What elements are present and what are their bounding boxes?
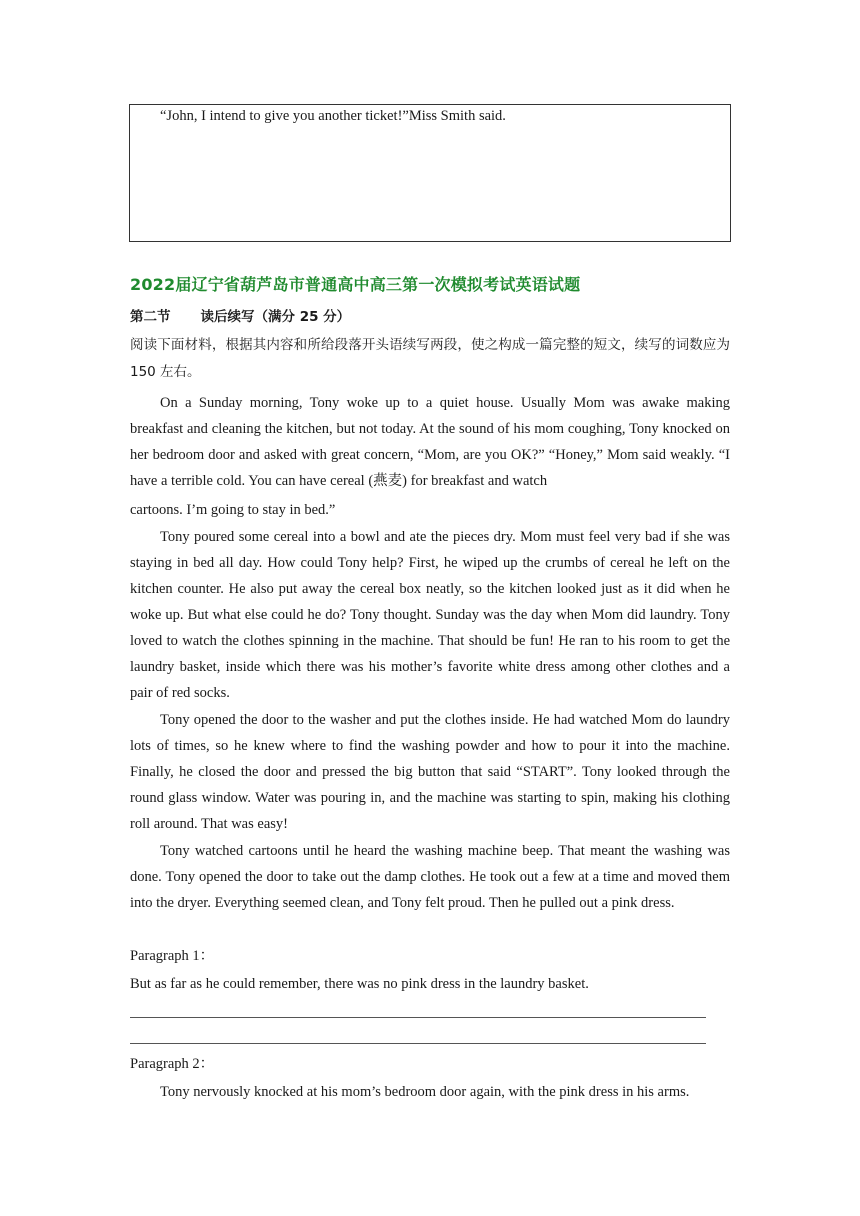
previous-answer-line: “John, I intend to give you another ticket!”Miss Smith said. xyxy=(160,108,506,124)
paragraph-2-label: Paragraph 2： xyxy=(130,1056,215,1072)
section-name: 读后续写（满分 25 分） xyxy=(200,309,351,325)
paragraph-1-opening: But as far as he could remember, there was no pink dress in the laundry basket. xyxy=(130,976,589,992)
passage-paragraph-2: Tony poured some cereal into a bowl and ate the pieces dry. Mom must feel very bad if she was staying in bed all day. How could Tony help? First, he wiped up the crumbs of cereal he left on the kitchen counter. He also put away the cereal box neatly, so the kitchen looked just as it did when he woke up. But what else could he do? Tony thought. Sunday was the day when Mom did laundry. Tony loved to watch the clothes spinning in the machine. That should be fun! He ran to his room to get the laundry basket, inside which there was his mother’s favorite white dress among other clothes and a pair of red socks. xyxy=(130,529,730,701)
passage-paragraph-4: Tony watched cartoons until he heard the washing machine beep. That meant the washing was done. Tony opened the door to take out the damp clothes. He took out a few at a time and moved them into the dryer. Everything seemed clean, and Tony felt proud. Then he pulled out a pink dress. xyxy=(130,843,730,911)
answer-line xyxy=(130,1017,706,1018)
paragraph-2-opening: Tony nervously knocked at his mom’s bedroom door again, with the pink dress in his arms. xyxy=(160,1084,690,1100)
previous-answer-box xyxy=(129,104,731,242)
section-number: 第二节 xyxy=(130,309,171,325)
section-heading xyxy=(130,305,350,325)
instructions: 阅读下面材料，根据其内容和所给段落开头语续写两段，使之构成一篇完整的短文，续写的词数应为 150 左右。 xyxy=(130,337,730,380)
passage-paragraph-3: Tony opened the door to the washer and put the clothes inside. He had watched Mom do laundry lots of times, so he knew where to find the washing powder and how to pour it into the machine. Finally, he closed the door and pressed the big button that said “START”. Tony looked through the round glass window. Water was pouring in, and the machine was starting to spin, making his clothing roll around. That was easy! xyxy=(130,712,730,832)
answer-line xyxy=(130,1043,706,1044)
passage-paragraph-1-tail: cartoons. I’m going to stay in bed.” xyxy=(130,502,336,518)
paragraph-1-label: Paragraph 1： xyxy=(130,948,215,964)
passage-paragraph-1: On a Sunday morning, Tony woke up to a quiet house. Usually Mom was awake making breakfast and cleaning the kitchen, but not today. At the sound of his mom coughing, Tony knocked on her bedroom door and asked with great concern, “Mom, are you OK?” “Honey,” Mom said weakly. “I have a terrible cold. You can have cereal (燕麦) for breakfast and watch xyxy=(130,395,730,489)
exam-title: 2022届辽宁省葫芦岛市普通高中高三第一次模拟考试英语试题 xyxy=(130,275,581,294)
